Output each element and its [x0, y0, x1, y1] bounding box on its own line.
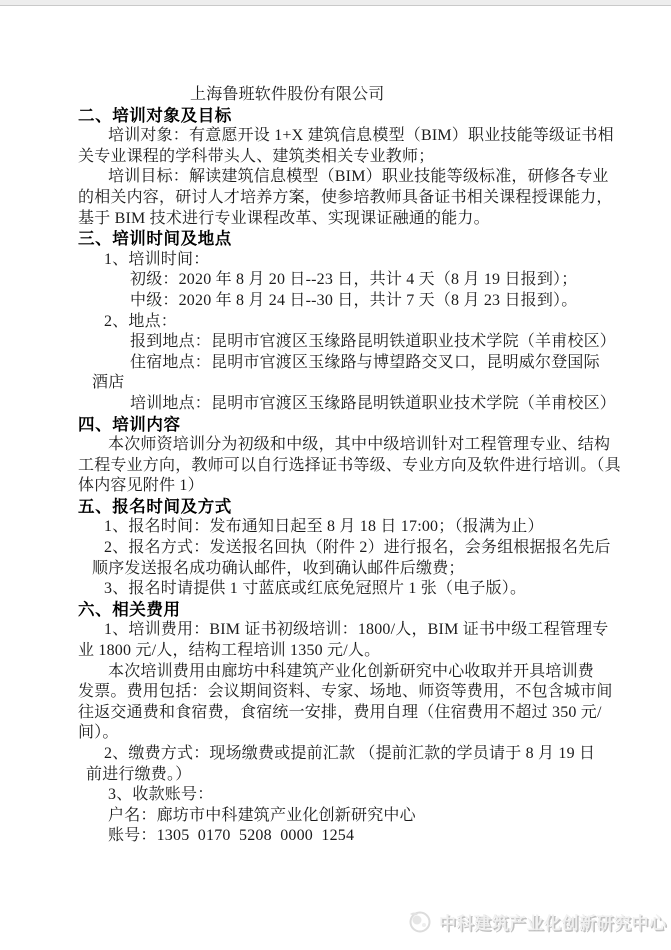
doc-line: 体内容见附件 1） — [78, 477, 204, 495]
doc-line: 住宿地点：昆明市官渡区玉缘路与博望路交叉口，昆明威尔登国际 — [130, 353, 600, 371]
doc-line: 培训对象：有意愿开设 1+X 建筑信息模型（BIM）职业技能等级证书相 — [108, 127, 614, 145]
doc-line: 工程专业方向，教师可以自行选择证书等级、专业方向及软件进行培训。（具 — [78, 456, 621, 474]
doc-line: 1、培训费用：BIM 证书初级培训：1800/人，BIM 证书中级工程管理专 — [104, 621, 609, 639]
doc-line: 2、缴费方式：现场缴费或提前汇款 （提前汇款的学员请于 8 月 19 日 — [104, 745, 596, 762]
doc-line: 3、收款账号： — [108, 786, 214, 804]
section-heading-6: 六、相关费用 — [78, 600, 181, 619]
org-watermark — [406, 906, 667, 936]
doc-line: 前进行缴费。） — [86, 765, 192, 783]
doc-line: 本次师资培训分为初级和中级，其中中级培训针对工程管理专业、结构 — [108, 436, 611, 454]
org-watermark-text: 中科建筑产业化创新研究中心 — [439, 913, 667, 933]
doc-line: 本次培训费用由廊坊中科建筑产业化创新研究中心收取并开具培训费 — [108, 662, 595, 680]
doc-line: 2、报名方式：发送报名回执（附件 2）进行报名，会务组根据报名先后 — [104, 539, 611, 557]
doc-line: 1、报名时间：发布通知日起至 8 月 18 日 17:00；（报满为止） — [104, 518, 544, 536]
doc-line: 间）。 — [78, 724, 119, 742]
account-name-line: 户名：廊坊市中科建筑产业化创新研究中心 — [108, 806, 416, 824]
doc-line: 基于 BIM 技术进行专业课程改革、实现课证融通的能力。 — [78, 209, 490, 227]
doc-line: 培训地点：昆明市官渡区玉缘路昆明铁道职业技术学院（羊甫校区） — [130, 394, 617, 412]
doc-line: 中级：2020 年 8 月 24 日--30 日，共计 7 天（8 月 23 日报到）。 — [130, 291, 578, 309]
doc-line: 酒店 — [92, 374, 125, 392]
training-notice-document — [78, 85, 621, 847]
doc-line: 的相关内容，研讨人才培养方案，使参培教师具备证书相关课程授课能力， — [78, 188, 613, 206]
doc-line: 业 1800 元/人，结构工程培训 1350 元/人。 — [78, 642, 381, 660]
company-name-line: 上海鲁班软件股份有限公司 — [190, 86, 385, 103]
account-number-line: 账号：1305 0170 5208 0000 1254 — [108, 827, 355, 845]
doc-line: 1、培训时间： — [104, 250, 210, 268]
doc-line: 初级：2020 年 8 月 20 日--23 日，共计 4 天（8 月 19 日报到）； — [130, 271, 578, 289]
doc-line: 顺序发送报名成功确认邮件，收到确认邮件后缴费； — [92, 559, 465, 577]
doc-line: 培训目标：解读建筑信息模型（BIM）职业技能等级标准，研修各专业 — [108, 168, 609, 186]
page-top-strip — [0, 0, 671, 6]
doc-line: 往返交通费和食宿费，食宿统一安排，费用自理（住宿费用不超过 350 元/ — [78, 703, 602, 721]
section-heading-2: 二、培训对象及目标 — [78, 106, 232, 125]
section-heading-4: 四、培训内容 — [78, 415, 181, 434]
doc-line: 发票。费用包括：会议期间资料、专家、场地、师资等费用，不包含城市间 — [78, 683, 613, 701]
doc-line: 2、地点： — [104, 312, 178, 330]
section-heading-3: 三、培训时间及地点 — [78, 230, 232, 249]
doc-line: 关专业课程的学科带头人、建筑类相关专业教师； — [78, 147, 435, 165]
doc-line: 报到地点：昆明市官渡区玉缘路昆明铁道职业技术学院（羊甫校区） — [130, 333, 617, 351]
org-logo-icon — [406, 908, 432, 934]
section-heading-5: 五、报名时间及方式 — [78, 497, 232, 516]
doc-line: 3、报名时请提供 1 寸蓝底或红底免冠照片 1 张（电子版）。 — [104, 580, 527, 598]
